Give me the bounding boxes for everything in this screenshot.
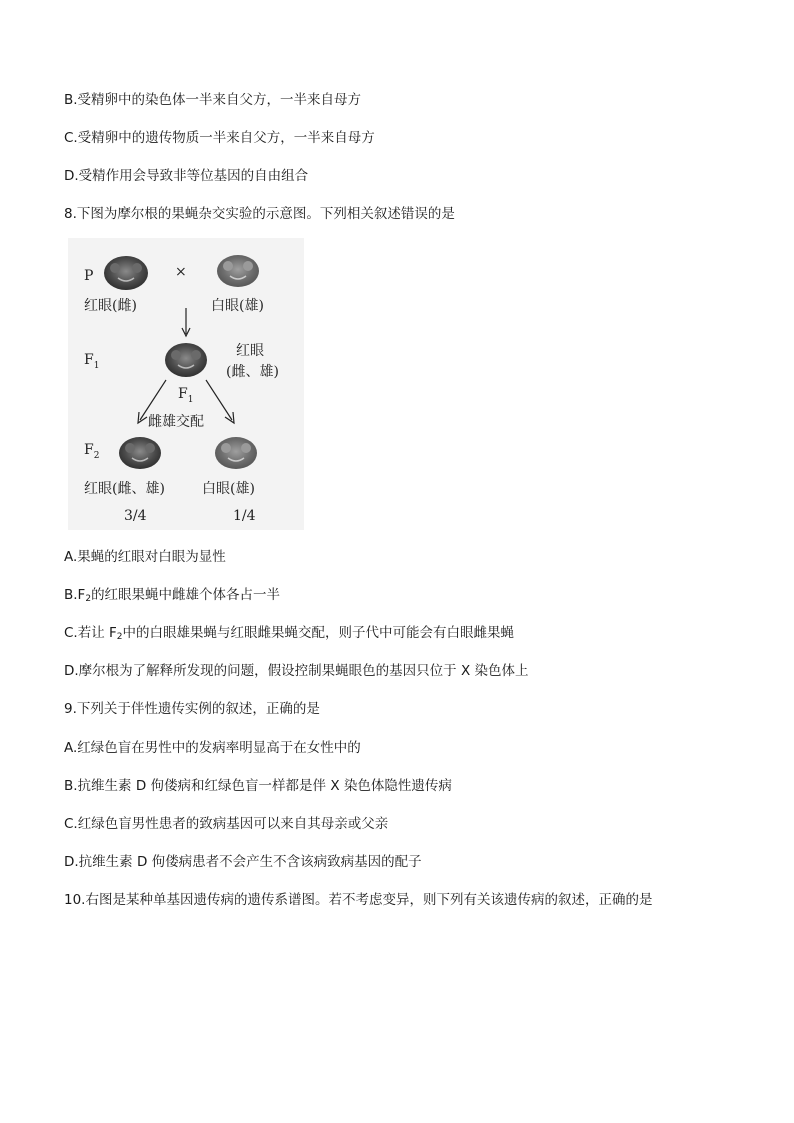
q8-option-c-sub: 2	[116, 632, 123, 642]
fly-white-eye-male-icon	[217, 255, 259, 287]
f1-center-main: F	[178, 386, 188, 402]
f2-white-ratio: 1/4	[233, 508, 256, 524]
q9-option-d: D.抗维生素 D 佝偻病患者不会产生不含该病致病基因的配子	[64, 854, 422, 870]
q8-option-a: A.果蝇的红眼对白眼为显性	[64, 549, 226, 565]
q8-option-d: D.摩尔根为了解释所发现的问题，假设控制果蝇眼色的基因只位于 X 染色体上	[64, 663, 529, 679]
f1-phenotype-line2: (雌、雄)	[226, 364, 279, 380]
q9-option-a: A.红绿色盲在男性中的发病率明显高于在女性中的	[64, 740, 361, 756]
q10-stem: 10.右图是某种单基因遗传病的遗传系谱图。若不考虑变异，则下列有关该遗传病的叙述，正确的是	[64, 892, 653, 908]
fly-red-eye-female-icon	[104, 256, 148, 290]
q8-option-b-post: 的红眼果蝇中雌雄个体各占一半	[91, 587, 281, 603]
p-female-phenotype: 红眼(雌)	[84, 298, 137, 314]
f2-red-phenotype: 红眼(雌、雄)	[84, 481, 165, 497]
f1-center-sub: 1	[187, 395, 194, 405]
q7-option-b: B.受精卵中的染色体一半来自父方，一半来自母方	[64, 92, 362, 108]
f1-generation-label	[84, 352, 99, 371]
q9-option-c: C.红绿色盲男性患者的致病基因可以来自其母亲或父亲	[64, 816, 389, 832]
f2-label-sub: 2	[93, 451, 100, 461]
q9-option-b: B.抗维生素 D 佝偻病和红绿色盲一样都是伴 X 染色体隐性遗传病	[64, 778, 452, 794]
q8-option-b	[64, 586, 280, 604]
q8-stem: 8.下图为摩尔根的果蝇杂交实验的示意图。下列相关叙述错误的是	[64, 206, 455, 222]
f1-center-label	[178, 386, 193, 405]
f1-phenotype-line1: 红眼	[236, 343, 264, 359]
q7-option-c: C.受精卵中的遗传物质一半来自父方，一半来自母方	[64, 130, 375, 146]
q8-option-c-post: 中的白眼雄果蝇与红眼雌果蝇交配，则子代中可能会有白眼雌果蝇	[122, 625, 515, 641]
drosophila-cross-figure	[68, 238, 304, 530]
f2-generation-label	[84, 442, 99, 461]
f2-red-ratio: 3/4	[124, 508, 147, 524]
q8-option-b-sub: 2	[85, 594, 92, 604]
fly-f2-white-eye-icon	[215, 437, 257, 469]
f2-label-main: F	[84, 442, 94, 458]
q9-stem: 9.下列关于伴性遗传实例的叙述，正确的是	[64, 701, 320, 717]
q8-option-c-pre: C.若让 F	[64, 625, 117, 641]
fly-f2-red-eye-icon	[119, 437, 161, 469]
f1-label-sub: 1	[93, 361, 100, 371]
q7-option-d: D.受精作用会导致非等位基因的自由组合	[64, 168, 309, 184]
q8-option-b-pre: B.F	[64, 587, 86, 603]
f1-label-main: F	[84, 352, 94, 368]
cross-diagram	[68, 238, 304, 530]
p-generation-label: P	[84, 268, 94, 284]
arrow-right-down-icon	[206, 380, 234, 423]
f1-mating-label: 雌雄交配	[148, 414, 204, 430]
cross-symbol: ×	[175, 264, 187, 280]
f2-white-phenotype: 白眼(雄)	[202, 481, 255, 497]
fly-f1-icon	[165, 343, 207, 377]
q8-option-c	[64, 624, 514, 642]
p-male-phenotype: 白眼(雄)	[211, 298, 264, 314]
arrow-down-icon	[182, 308, 190, 336]
